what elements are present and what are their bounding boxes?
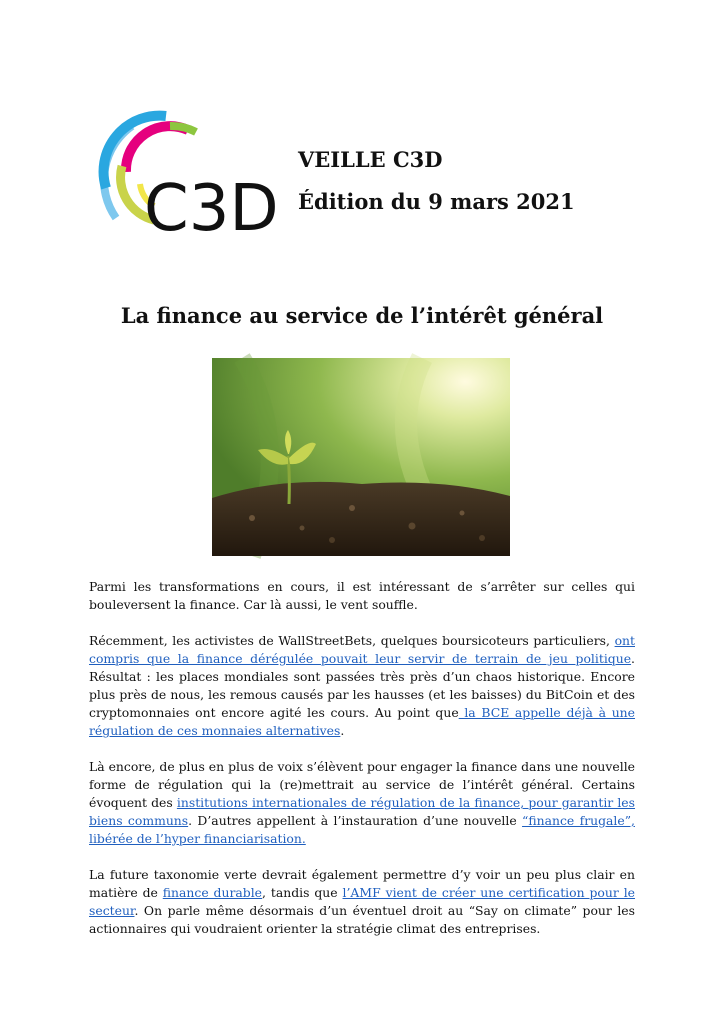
seedling-image [212, 358, 510, 556]
amf-certification-link[interactable]: l’AMF vient de créer une certification pour le secteur [89, 885, 635, 918]
c3d-logo [92, 108, 279, 248]
paragraph-text: . Résultat : les places mondiales sont passées très près d’un chaos historique. Encore plus près de nous, les remous causés par les hausses (et les baisses) du BitCoin et des cryptomonnaies ont encore agité les cours. Au point que [89, 651, 635, 720]
newsletter-header [298, 148, 575, 232]
paragraph-1 [89, 578, 635, 614]
wallstreetbets-link[interactable]: ont compris que la finance dérégulée pouvait leur servir de terrain de jeu politique [89, 633, 635, 666]
page-title: La finance au service de l’intérêt général [120, 303, 604, 328]
paragraph-text: La future taxonomie verte devrait également permettre d’y voir un peu plus clair en matière de [89, 867, 635, 900]
paragraph-text: Parmi les transformations en cours, il est intéressant de s’arrêter sur celles qui bouleversent la finance. Car là aussi, le vent souffle. [89, 579, 635, 612]
finance-frugale-link[interactable]: “finance frugale”, libérée de l’hyper financiarisation. [89, 813, 635, 846]
paragraph-text: Récemment, les activistes de WallStreetBets, quelques boursicoteurs particuliers, [89, 633, 615, 648]
paragraph-text: , tandis que [262, 885, 343, 900]
paragraph-2 [89, 632, 635, 740]
paragraph-4 [89, 866, 635, 938]
edition-date: Édition du 9 mars 2021 [298, 189, 575, 214]
institutions-link[interactable]: institutions internationales de régulation de la finance, pour garantir les biens communs [89, 795, 636, 828]
bce-regulation-link[interactable]: la BCE appelle déjà à une régulation de ces monnaies alternatives [89, 705, 635, 738]
logo-text: C3D [144, 172, 279, 246]
paragraph-3 [89, 758, 635, 848]
paragraph-text: Là encore, de plus en plus de voix s’élèvent pour engager la finance dans une nouvelle forme de régulation qui la (re)mettrait au service de l’intérêt général. Certains évoquent des [89, 759, 635, 810]
newsletter-name: VEILLE C3D [298, 147, 443, 172]
paragraph-text: . On parle même désormais d’un éventuel droit au “Say on climate” pour les actionnaires qui voudraient orienter la stratégie climat des entreprises. [89, 903, 635, 936]
paragraph-text: . [340, 723, 345, 738]
article-body [89, 578, 635, 956]
paragraph-text: . D’autres appellent à l’instauration d’une nouvelle [188, 813, 523, 828]
finance-durable-link[interactable]: finance durable [162, 885, 263, 900]
